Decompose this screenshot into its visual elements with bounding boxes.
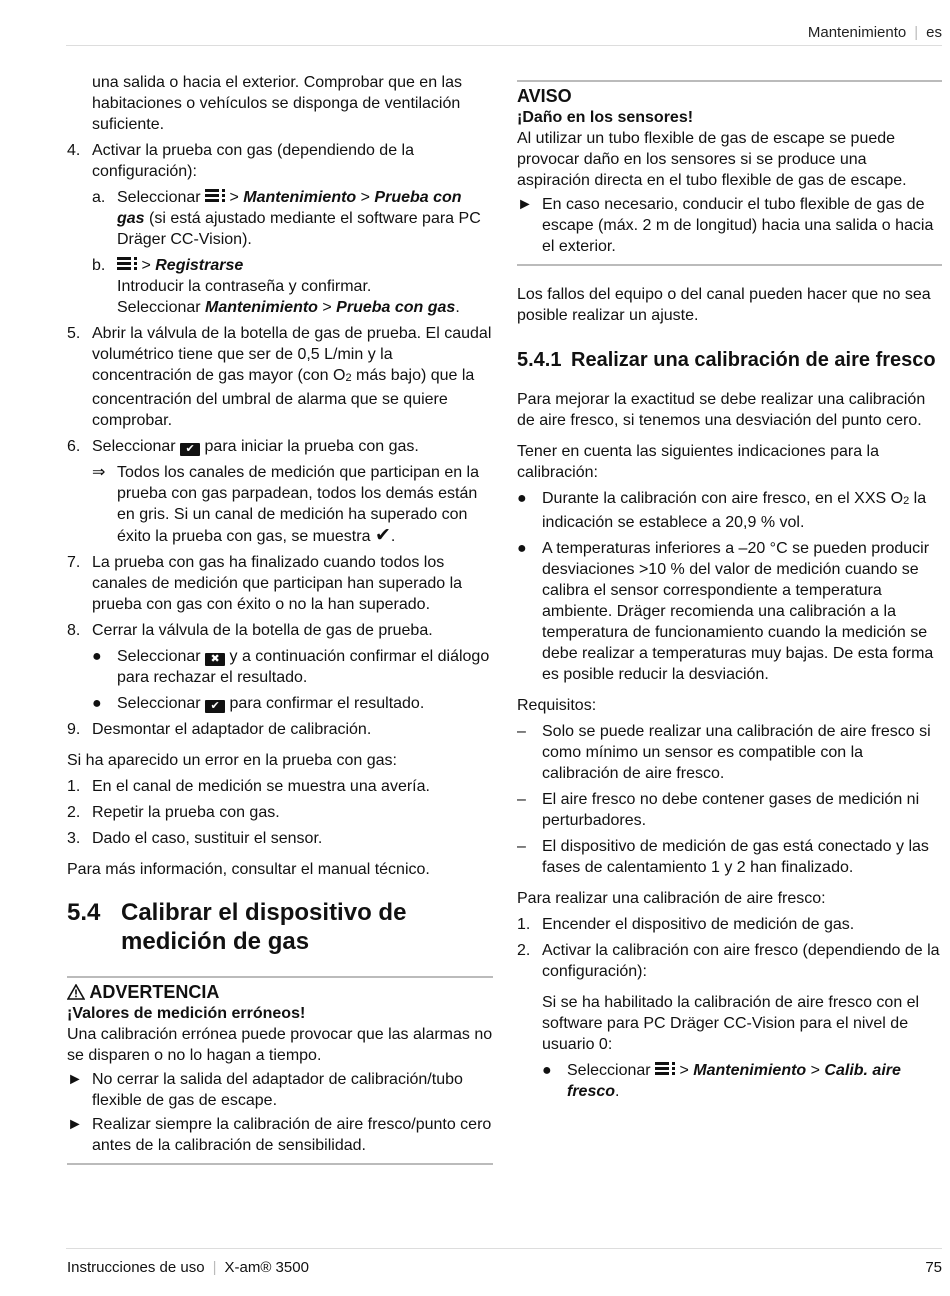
substep-text: Seleccionar xyxy=(117,299,206,316)
warning-action-1 xyxy=(67,1069,493,1111)
procedure-step-2 xyxy=(517,940,942,982)
page-footer xyxy=(66,1248,942,1279)
warning-title-text: ADVERTENCIA xyxy=(89,982,220,1002)
confirm-icon: ✔ xyxy=(205,700,225,713)
action-text: No cerrar la salida del adaptador de calibración/tubo flexible de gas de escape. xyxy=(92,1071,463,1109)
menu-path-maintenance: Mantenimiento xyxy=(205,299,318,316)
step-number: 1. xyxy=(67,778,81,795)
footer-separator: | xyxy=(212,1259,217,1276)
menu-path-gas-test: Prueba con gas xyxy=(336,299,456,316)
bullet-text: . xyxy=(615,1083,620,1100)
section-heading-5-4-1 xyxy=(517,348,942,373)
warning-action-2 xyxy=(67,1114,493,1156)
substep-text: (si está ajustado mediante el software para PC Dräger CC-Vision). xyxy=(117,210,481,248)
step-7 xyxy=(67,552,493,615)
bullet-icon: ● xyxy=(542,1062,552,1079)
step-text: Abrir la válvula de la botella de gas de prueba. El caudal volumétrico tiene que ser de 0,5 L/min y la concentración de gas mayor (con O xyxy=(92,325,492,384)
step-number: 6. xyxy=(67,438,81,455)
step-8-bullet-reject xyxy=(92,646,493,688)
error-step-3 xyxy=(67,828,493,849)
header-separator: | xyxy=(914,24,919,41)
warning-title xyxy=(67,981,493,1003)
step-6 xyxy=(67,436,493,457)
result-text: . xyxy=(390,528,396,545)
separator: > xyxy=(356,189,375,206)
more-info: Para más información, consultar el manual técnico. xyxy=(67,861,430,878)
checkmark-icon: ✔ xyxy=(374,525,391,546)
notice-box xyxy=(517,80,942,266)
notice-text: Al utilizar un tubo flexible de gas de escape se puede provocar daño en los sensores si se produce una aspiración directa en el tubo flexible de gas de escape. xyxy=(517,130,907,189)
error-step-1 xyxy=(67,776,493,797)
bullet-icon: ● xyxy=(517,490,527,507)
header-language: es xyxy=(926,24,942,41)
bullet-icon: ● xyxy=(517,540,527,557)
footer-doc-title: Instrucciones de uso xyxy=(67,1259,205,1276)
step-text: para iniciar la prueba con gas. xyxy=(204,438,419,455)
action-text: En caso necesario, conducir el tubo flexible de gas de escape (máx. 2 m de longitud) hacia una salida o hacia el exterior. xyxy=(542,196,934,255)
error-intro: Si ha aparecido un error en la prueba con gas: xyxy=(67,752,397,769)
procedure-step-2-bullet xyxy=(542,1060,942,1102)
step-4 xyxy=(67,140,493,182)
step-text: Activar la prueba con gas (dependiendo de la configuración): xyxy=(92,142,414,180)
page-number: 75 xyxy=(925,1259,942,1276)
step-5 xyxy=(67,323,493,431)
requirements-label: Requisitos: xyxy=(517,697,597,714)
bullet-text: Durante la calibración con aire fresco, en el XXS O xyxy=(542,490,904,507)
step-number: 8. xyxy=(67,622,81,639)
step-8 xyxy=(67,620,493,641)
header-section: Mantenimiento xyxy=(807,24,907,41)
dash-icon: – xyxy=(517,838,526,855)
substep-text: . xyxy=(455,299,460,316)
step-text: más bajo) que la concentración del umbral de alarma que se quiere comprobar. xyxy=(92,367,475,429)
step-number: 5. xyxy=(67,325,81,342)
section-number: 5.4.1 xyxy=(517,349,562,371)
separator: > xyxy=(675,1062,694,1079)
subscript: 2 xyxy=(345,372,352,384)
menu-path-maintenance: Mantenimiento xyxy=(693,1062,807,1079)
warning-text: Una calibración errónea puede provocar que las alarmas no se disparen o no lo hagan a tiempo. xyxy=(67,1026,493,1064)
bullet-text: y a continuación confirmar el diálogo para rechazar el resultado. xyxy=(117,648,490,686)
confirm-icon: ✔ xyxy=(180,443,200,456)
step-8-bullet-confirm xyxy=(92,693,493,714)
dash-icon: – xyxy=(517,723,526,740)
cancel-icon: ✖ xyxy=(205,653,225,666)
page-header xyxy=(66,14,942,46)
left-column xyxy=(67,72,493,1183)
menu-path-gas-test: Prueba con gas xyxy=(117,189,462,227)
separator: > xyxy=(137,257,156,274)
action-arrow-icon: ► xyxy=(67,1071,83,1088)
step-number: 7. xyxy=(67,554,81,571)
note-bullet-1 xyxy=(517,488,942,533)
warning-box xyxy=(67,976,493,1165)
requirement-2 xyxy=(517,789,942,831)
step-text: La prueba con gas ha finalizado cuando todos los canales de medición que participan han superado la prueba con gas con éxito o no la han superado. xyxy=(92,554,463,613)
step-text: Seleccionar xyxy=(92,438,176,455)
bullet-text: Seleccionar xyxy=(117,648,201,665)
procedure-intro: Para realizar una calibración de aire fresco: xyxy=(517,890,826,907)
subscript: 2 xyxy=(903,495,910,507)
error-step-2 xyxy=(67,802,493,823)
result-text: Todos los canales de medición que participan en la prueba con gas parpadean, todos los demás están en gris. Si un canal de medición ha superado con éxito la prueba con gas, se muestra xyxy=(117,464,480,545)
step-number: 9. xyxy=(67,721,81,738)
section-heading-5-4 xyxy=(67,898,493,956)
separator: > xyxy=(806,1062,825,1079)
step-text: Encender el dispositivo de medición de gas. xyxy=(542,916,855,933)
step-9 xyxy=(67,719,493,740)
section-number: 5.4 xyxy=(67,899,101,926)
section-title: Realizar una calibración de aire fresco xyxy=(571,349,936,371)
step-number: 2. xyxy=(67,804,81,821)
substep-letter: a. xyxy=(92,189,106,206)
menu-path-maintenance: Mantenimiento xyxy=(243,189,357,206)
procedure-step-1 xyxy=(517,914,942,935)
menu-icon xyxy=(655,1062,675,1076)
bullet-text: A temperaturas inferiores a –20 °C se pueden producir desviaciones >10 % del valor de medición cuando se calibra el sensor correspondiente a temperatura ambiente. Dräger recomienda una calibración a la temperatura de funcionamiento cuando la medición se debe realizar a temperaturas muy bajas. De esta forma es posible reducir la desviación. xyxy=(542,540,934,683)
menu-icon xyxy=(117,257,137,271)
substep-text: Introducir la contraseña y confirmar. xyxy=(117,278,372,295)
requirement-text: El dispositivo de medición de gas está conectado y las fases de calentamiento 1 y 2 han finalizado. xyxy=(542,838,929,876)
step-text: Activar la calibración con aire fresco (dependiendo de la configuración): xyxy=(542,942,940,980)
config-note: Si se ha habilitado la calibración de aire fresco con el software para PC Dräger CC-Vision para el nivel de usuario 0: xyxy=(542,994,920,1053)
step-text: Repetir la prueba con gas. xyxy=(92,804,280,821)
warning-subtitle: ¡Valores de medición erróneos! xyxy=(67,1005,306,1022)
step-text: En el canal de medición se muestra una avería. xyxy=(92,778,430,795)
step-text: Dado el caso, sustituir el sensor. xyxy=(92,830,323,847)
faults-paragraph: Los fallos del equipo o del canal pueden hacer que no sea posible realizar un ajuste. xyxy=(517,286,931,324)
footer-product: X-am® 3500 xyxy=(224,1259,309,1276)
step-number: 4. xyxy=(67,142,81,159)
step-number: 1. xyxy=(517,916,531,933)
requirement-text: El aire fresco no debe contener gases de medición ni perturbadores. xyxy=(542,791,920,829)
notice-subtitle: ¡Daño en los sensores! xyxy=(517,109,694,126)
purpose-paragraph: Para mejorar la exactitud se debe realizar una calibración de aire fresco, si tenemos una desviación del punto cero. xyxy=(517,391,926,429)
separator: > xyxy=(225,189,244,206)
step-text: Cerrar la válvula de la botella de gas de prueba. xyxy=(92,622,433,639)
action-text: Realizar siempre la calibración de aire fresco/punto cero antes de la calibración de sensibilidad. xyxy=(92,1116,492,1154)
substep-text: Seleccionar xyxy=(117,189,201,206)
intro-paragraph xyxy=(67,72,493,135)
header-section-label xyxy=(808,22,942,43)
menu-path-fresh-air-cal: Calib. aire fresco xyxy=(567,1062,901,1100)
step-4a xyxy=(92,187,493,250)
result-arrow-icon: ⇒ xyxy=(92,464,106,481)
notice-action-1 xyxy=(517,194,942,257)
warning-triangle-icon xyxy=(67,984,85,1000)
notice-title: AVISO xyxy=(517,86,572,106)
bullet-text: Seleccionar xyxy=(117,695,201,712)
step-4b xyxy=(92,255,493,318)
requirement-3 xyxy=(517,836,942,878)
footer-left xyxy=(67,1257,309,1278)
bullet-text: para confirmar el resultado. xyxy=(229,695,425,712)
note-bullet-2 xyxy=(517,538,942,685)
action-arrow-icon: ► xyxy=(517,196,533,213)
notes-intro: Tener en cuenta las siguientes indicaciones para la calibración: xyxy=(517,443,880,481)
separator: > xyxy=(317,299,337,316)
requirement-1 xyxy=(517,721,942,784)
menu-path-register: Registrarse xyxy=(155,257,244,274)
intro-text: una salida o hacia el exterior. Comprobar que en las habitaciones o vehículos se disponga de ventilación suficiente. xyxy=(92,74,462,133)
action-arrow-icon: ► xyxy=(67,1116,83,1133)
step-6-result xyxy=(92,462,493,547)
right-column xyxy=(517,80,942,1107)
bullet-icon: ● xyxy=(92,695,102,712)
bullet-text: Seleccionar xyxy=(567,1062,651,1079)
substep-letter: b. xyxy=(92,257,106,274)
requirement-text: Solo se puede realizar una calibración de aire fresco si como mínimo un sensor es compatible con la calibración de aire fresco. xyxy=(542,723,931,782)
bullet-icon: ● xyxy=(92,648,102,665)
step-text: Desmontar el adaptador de calibración. xyxy=(92,721,372,738)
bullet-text: la indicación se establece a 20,9 % vol. xyxy=(542,490,927,531)
section-title: Calibrar el dispositivo de medición de gas xyxy=(121,899,407,955)
step-number: 2. xyxy=(517,942,531,959)
step-number: 3. xyxy=(67,830,81,847)
dash-icon: – xyxy=(517,791,526,808)
menu-icon xyxy=(205,189,225,203)
